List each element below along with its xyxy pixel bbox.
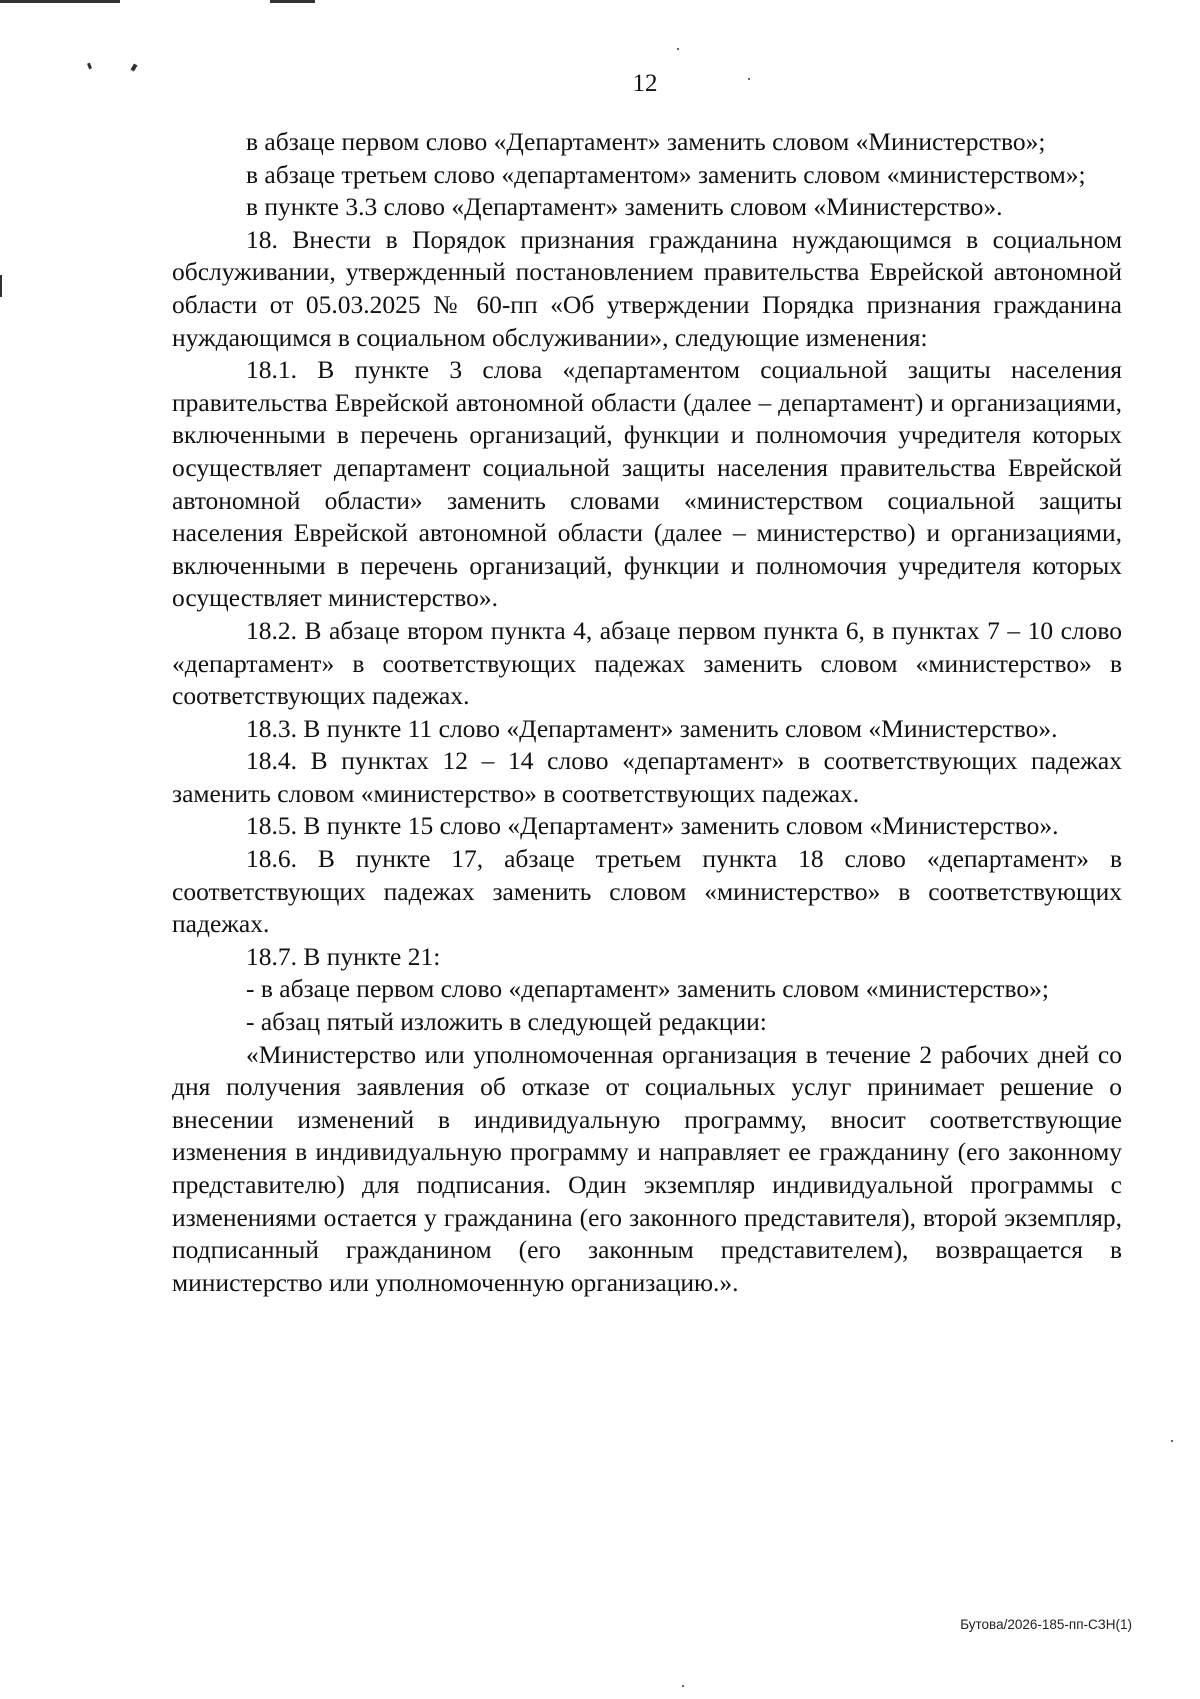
scan-artifact: [0, 275, 2, 297]
paragraph: 18.2. В абзаце втором пункта 4, абзаце первом пункта 6, в пунктах 7 – 10 слово «департамент» в соответствующих падежах заменить словом «министерство» в соответствующих падежах.: [172, 615, 1122, 711]
paragraph: 18.5. В пункте 15 слово «Департамент» заменить словом «Министерство».: [246, 811, 1059, 841]
paragraph: 18.7. В пункте 21:: [246, 941, 441, 971]
scan-artifact: [270, 0, 315, 3]
scan-artifact: [677, 48, 679, 50]
scan-artifact: [0, 0, 120, 3]
paragraph: «Министерство или уполномоченная организация в течение 2 рабочих дней со дня получения заявления об отказе от социальных услуг принимает решение о внесении изменений в индивидуальную программу, вносит соответствующие изменения в индивидуальную программу и направляет ее гражданину (его законному представителю) для подписания. Один экземпляр индивидуальной программы с изменениями остается у гражданина (его законного представителя), второй экземпляр, подписанный гражданином (его законным представителем), возвращается в министерство или уполномоченную организацию.».: [172, 1039, 1122, 1297]
paragraph: в абзаце первом слово «Департамент» заменить словом «Министерство»;: [246, 127, 1046, 156]
document-code: Бутова/2026-185-пп-СЗН(1): [960, 1617, 1132, 1632]
paragraph: 18.6. В пункте 17, абзаце третьем пункта 18 слово «департамент» в соответствующих падежах заменить словом «министерство» в соответствующих падежах.: [172, 844, 1122, 939]
paragraph: - в абзаце первом слово «департамент» заменить словом «министерство»;: [246, 974, 1050, 1004]
paragraph: 18.4. В пунктах 12 – 14 слово «департамент» в соответствующих падежах заменить словом «министерство» в соответствующих падежах.: [172, 746, 1122, 808]
scan-artifact: [682, 1685, 684, 1687]
paragraph: - абзац пятый изложить в следующей редакции:: [246, 1007, 767, 1037]
paragraph: в абзаце третьем слово «департаментом» заменить словом «министерством»;: [246, 159, 1086, 189]
document-body: [172, 126, 1122, 1299]
paragraph: 18. Внести в Порядок признания гражданина нуждающимся в социальном обслуживании, утвержденный постановлением правительства Еврейской автономной области от 05.03.2025 № 60-пп «Об утверждении Порядка признания гражданина нуждающимся в социальном обслуживании», следующие изменения:: [172, 224, 1122, 352]
paragraph: 18.3. В пункте 11 слово «Департамент» заменить словом «Министерство».: [246, 713, 1058, 743]
scan-artifact: [87, 63, 92, 70]
paragraph: в пункте 3.3 слово «Департамент» заменить словом «Министерство».: [246, 192, 1003, 222]
page-number: 12: [632, 70, 658, 97]
scan-artifact: [1171, 1440, 1173, 1442]
paragraph: 18.1. В пункте 3 слова «департаментом социальной защиты населения правительства Еврейской автономной области (далее – департамент) и организациями, включенными в перечень организаций, функции и полномочия учредителя которых осуществляет департамент социальной защиты населения правительства Еврейской автономной области» заменить словами «министерством социальной защиты населения Еврейской автономной области (далее – министерство) и организациями, включенными в перечень организаций, функции и полномочия учредителя которых осуществляет министерство».: [172, 355, 1122, 613]
